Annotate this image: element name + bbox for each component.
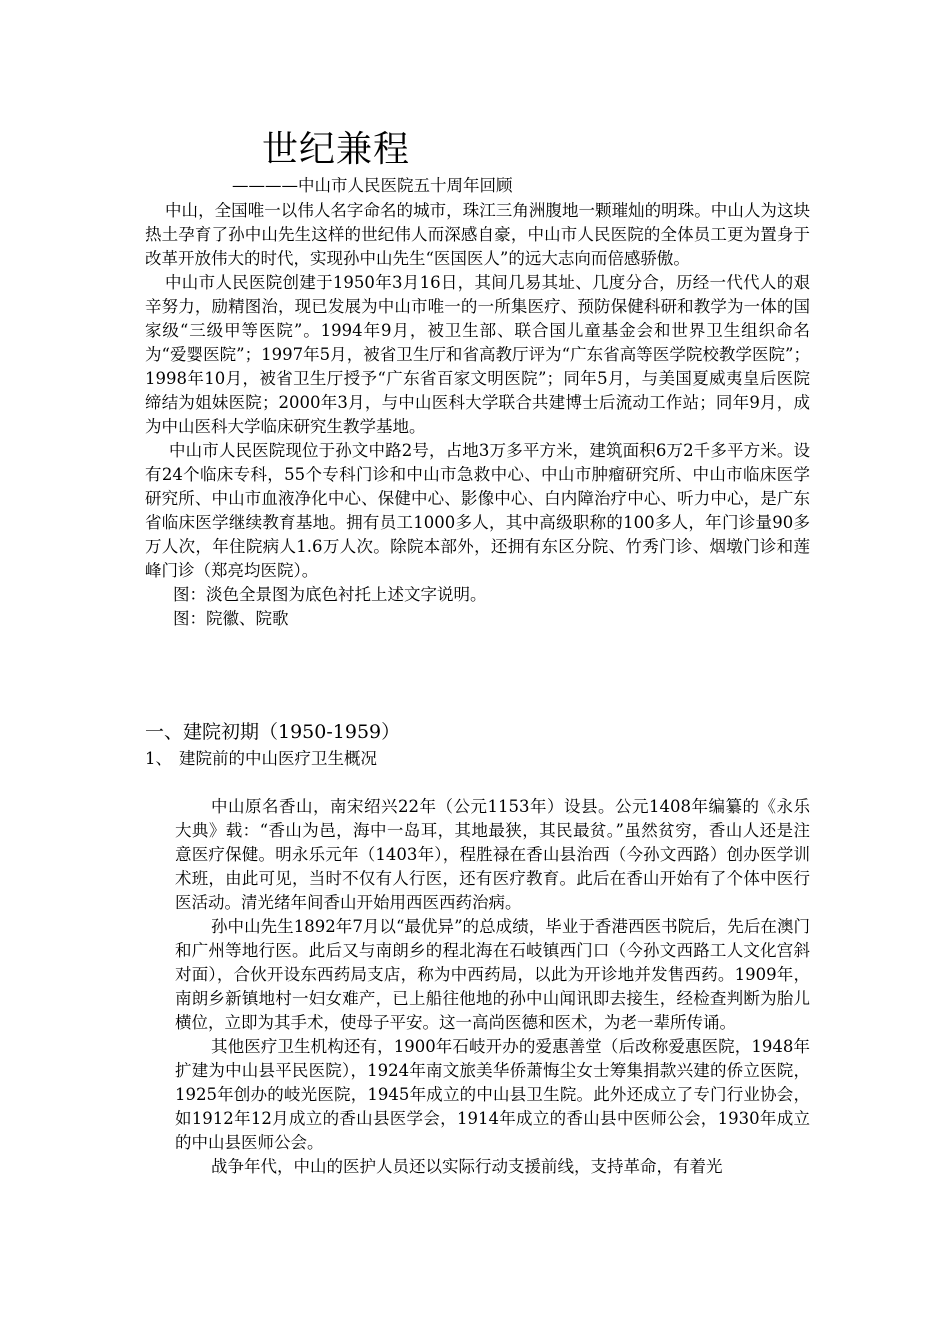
figure-caption: 图：院徽、院歌 <box>173 609 289 628</box>
intro-paragraph: 中山市人民医院现位于孙文中路2号，占地3万多平方米，建筑面积6万2千多平方米。设有24个临床专科，55个专科门诊和中山市急救中心、中山市肿瘤研究所、中山市临床医学研究所、中山市血液净化中心、保健中心、影像中心、白内障治疗中心、听力中心，是广东省临床医学继续教育基地。拥有员工1000多人，其中高级职称的100多人，年门诊量90多万人次，年住院病人1.6万人次。除院本部外，还拥有东区分院、竹秀门诊、烟墩门诊和莲峰门诊（郑亮均医院）。 <box>145 441 810 580</box>
subsection-heading <box>145 747 377 771</box>
subsection-number: 1、 <box>145 749 172 768</box>
body-paragraph: 战争年代，中山的医护人员还以实际行动支援前线，支持革命，有着光 <box>211 1157 723 1176</box>
document-subtitle: ————中山市人民医院五十周年回顾 <box>232 176 513 195</box>
intro-paragraph: 中山，全国唯一以伟人名字命名的城市，珠江三角洲腹地一颗璀灿的明珠。中山人为这块热土孕育了孙中山先生这样的世纪伟人而深感自豪，中山市人民医院的全体员工更为置身于改革开放伟大的时代，实现孙中山先生“医国医人”的远大志向而倍感骄傲。 <box>145 201 810 268</box>
figure-caption: 图：淡色全景图为底色衬托上述文字说明。 <box>173 585 487 604</box>
intro-paragraph: 中山市人民医院创建于1950年3月16日，其间几易其址、几度分合，历经一代代人的艰辛努力，励精图治，现已发展为中山市唯一的一所集医疗、预防保健科研和教学为一体的国家级“三级甲等医院”。1994年9月，被卫生部、联合国儿童基金会和世界卫生组织命名为“爱婴医院”；1997年5月，被省卫生厅和省高教厅评为“广东省高等医学院校教学医院”；1998年10月，被省卫生厅授予“广东省百家文明医院”；同年5月，与美国夏威夷皇后医院缔结为姐妹医院；2000年3月，与中山医科大学联合共建博士后流动工作站；同年9月，成为中山医科大学临床研究生教学基地。 <box>145 273 810 436</box>
subsection-title: 建院前的中山医疗卫生概况 <box>179 749 377 768</box>
body-section <box>175 795 810 1179</box>
body-paragraph: 孙中山先生1892年7月以“最优异”的总成绩，毕业于香港西医书院后，先后在澳门和广州等地行医。此后又与南朗乡的程北海在石岐镇西门口（今孙文西路工人文化宫斜对面），合伙开设东西药局支店，称为中西药局，以此为开诊地并发售西药。1909年，南朗乡新镇地村一妇女难产，已上船往他地的孙中山闻讯即去接生，经检查判断为胎儿横位，立即为其手术，使母子平安。这一高尚医德和医术，为老一辈所传诵。 <box>175 917 810 1032</box>
section-heading: 一、建院初期（1950-1959） <box>145 721 401 743</box>
body-paragraph: 其他医疗卫生机构还有，1900年石岐开办的爱惠善堂（后改称爱惠医院，1948年扩建为中山县平民医院），1924年南文旅美华侨萧悔尘女士筹集捐款兴建的侨立医院，1925年创办的岐光医院，1945年成立的中山县卫生院。此外还成立了专门行业协会，如1912年12月成立的香山县医学会，1914年成立的香山县中医师公会，1930年成立的中山县医师公会。 <box>175 1037 810 1152</box>
body-paragraph: 中山原名香山，南宋绍兴22年（公元1153年）设县。公元1408年编纂的《永乐大典》载：“香山为邑，海中一岛耳，其地最狭，其民最贫。”虽然贫穷，香山人还是注意医疗保健。明永乐元年（1403年），程胜禄在香山县治西（今孙文西路）创办医学训术班，由此可见，当时不仅有人行医，还有医疗教育。此后在香山开始有了个体中医行医活动。清光绪年间香山开始用西医西药治病。 <box>175 797 810 912</box>
intro-section <box>145 199 810 631</box>
document-title: 世纪兼程 <box>262 129 411 170</box>
